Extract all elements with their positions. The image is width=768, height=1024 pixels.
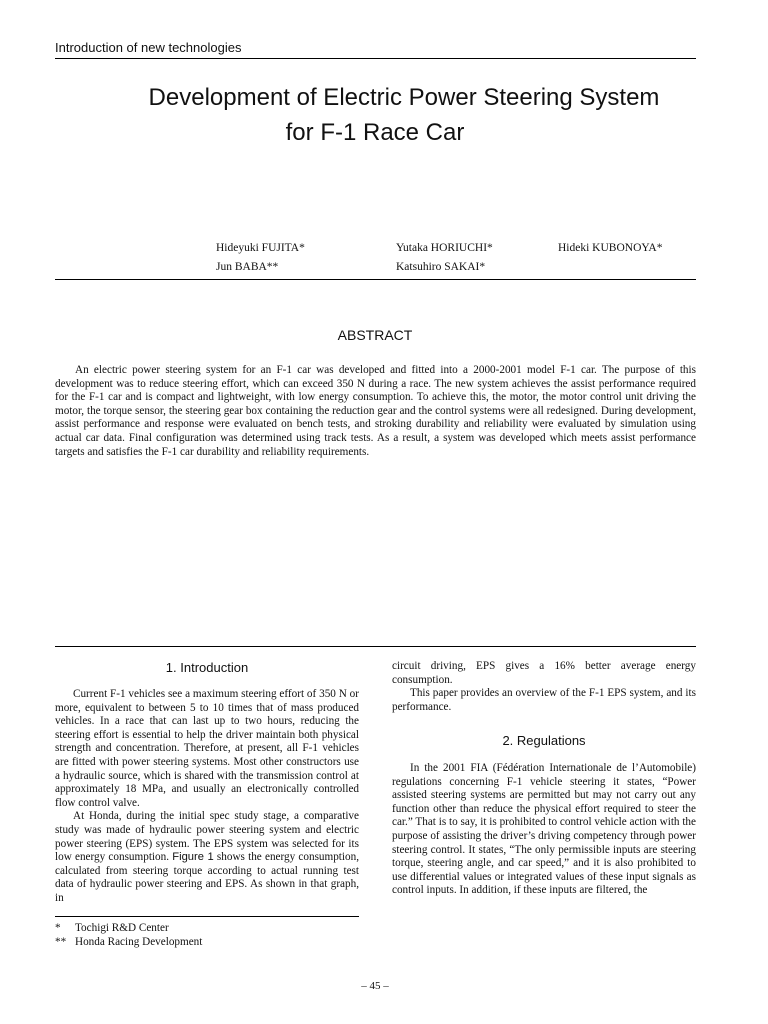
footnote-2 (55, 936, 202, 948)
footnote-1 (55, 922, 169, 934)
authors-rule (55, 279, 696, 280)
introduction-heading: 1. Introduction (165, 660, 249, 675)
abstract-heading: ABSTRACT (337, 327, 413, 343)
intro-paragraph-1: Current F-1 vehicles see a maximum steering effort of 350 N or more, equivalent to between 5 to 10 times that of mass produced vehicles. In a race that can last up to two hours, reducing the steering effort is essential to help the driver maintain both physical strength and concentration. Therefore, at present, all F-1 vehicles are fitted with power steering systems. Most other constructors use a hydraulic source, which is shared with the transmission control at approximately 18 MPa, and usually an electronically controlled flow control valve. (55, 688, 359, 809)
author-name: Hideyuki FUJITA* (216, 242, 305, 254)
right-column (392, 660, 696, 898)
body-top-rule (55, 646, 696, 647)
left-column (55, 688, 359, 906)
section-label: Introduction of new technologies (55, 40, 242, 55)
intro-p2-text: At Honda, during the initial spec study stage, a comparative study was made of hydraulic power steering system and electric power steering (EPS) system. The EPS system was selected for its low energy consumption. (55, 810, 359, 864)
intro-paragraph-3: circuit driving, EPS gives a 16% better average energy consumption. (392, 660, 696, 686)
author-name: Hideki KUBONOYA* (558, 242, 663, 254)
regulations-heading: 2. Regulations (502, 733, 586, 749)
author-name: Yutaka HORIUCHI* (396, 242, 493, 254)
intro-paragraph-2 (55, 810, 359, 905)
figure-1-reference: Figure 1 (172, 851, 214, 864)
page-number: – 45 – (361, 980, 389, 992)
footnote-text: Tochigi R&D Center (75, 922, 169, 934)
intro-p2-text-cont: shows the energy consumption, calculated from steering torque according to actual running test data of hydraulic power steering and EPS. As shown in that graph, in (55, 851, 360, 904)
intro-paragraph-4: This paper provides an overview of the F-1 EPS system, and its performance. (392, 687, 696, 713)
header-rule (55, 58, 696, 59)
paper-title-line2: for F-1 Race Car (285, 119, 465, 146)
abstract-body: An electric power steering system for an F-1 car was developed and fitted into a 2000-2001 model F-1 car. The purpose of this development was to reduce steering effort, which can exceed 350 N during a race. The new system achieves the assist performance required for the F-1 car and is compact and lightweight, with low energy consumption. To achieve this, the motor, the motor control unit driving the motor, the torque sensor, the steering gear box containing the reduction gear and the control systems were all redesigned. During development, assist performance and response were evaluated on bench tests, and stroking durability and reliability were evaluated by simulation using actual car data. Final configuration was determined using track tests. As a result, a system was developed which meets assist performance targets and satisfies the F-1 car durability and reliability requirements. (55, 364, 696, 458)
footnote-rule (55, 916, 359, 917)
regulations-paragraph-1: In the 2001 FIA (Fédération Internationale de l’Automobile) regulations concerning F-1 vehicle steering it states, “Power assisted steering systems are permitted but may not carry out any function other than reduce the physical effort required to steer the car.” That is to say, it is prohibited to control vehicle action with the purpose of assisting the driver’s driving competency through power steering control. It states, “The only permissible inputs are steering torque, steering angle, and car speed,” and it is also prohibited to use differential values or integrated values of these input signals as control inputs. In addition, if these inputs are filtered, the (392, 761, 696, 897)
footnote-mark: * (55, 922, 61, 934)
author-name: Katsuhiro SAKAI* (396, 261, 486, 273)
footnote-text: Honda Racing Development (75, 936, 203, 948)
paper-title-line1: Development of Electric Power Steering System (148, 84, 660, 111)
author-name: Jun BABA** (216, 261, 279, 273)
footnote-mark: ** (55, 936, 67, 948)
